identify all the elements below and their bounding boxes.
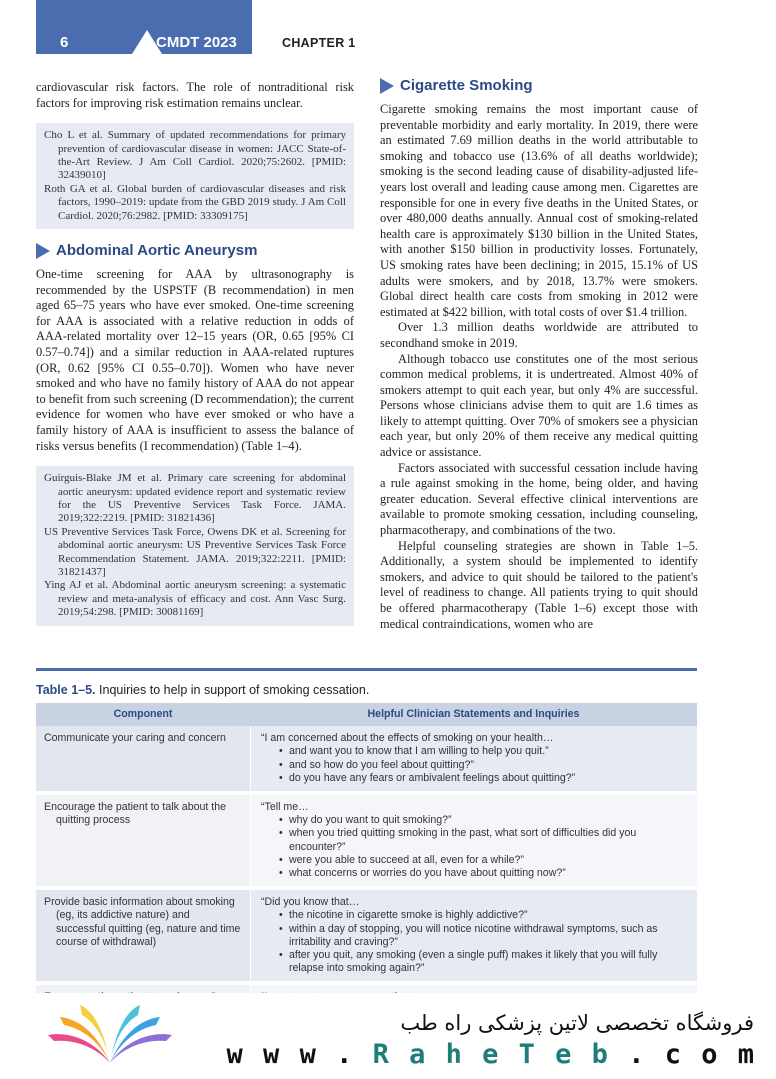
table-caption xyxy=(36,683,697,697)
reference-item: US Preventive Services Task Force, Owens DK et al. Screening for abdominal aortic aneurysm: US Preventive Services Task Force Recommendation Statement. JAMA. 2019;322:2211. [PMID: 31821437] xyxy=(44,525,346,578)
reference-item: Roth GA et al. Global burden of cardiovascular diseases and risk factors, 1990–2019: update from the GBD 2019 study. J Am Coll Cardiol. 2020;76:2982. [PMID: 33309175] xyxy=(44,182,346,222)
url-suffix: . c o m xyxy=(628,1039,756,1070)
table-caption-text: Inquiries to help in support of smoking cessation. xyxy=(99,683,370,697)
smoking-paragraph: Helpful counseling strategies are shown in Table 1–5. Additionally, a system should be implemented to identify smokers, and advice to quit should be tailored to the patient's level of readiness to change. All patients trying to quit should be offered pharmacotherapy (Table 1–6) except those with medical contraindications, women who are xyxy=(380,538,698,631)
reference-item: Ying AJ et al. Abdominal aortic aneurysm screening: a systematic review and meta-analysis of efficacy and cost. Ann Vasc Surg. 2019;54:298. [PMID: 30081169] xyxy=(44,579,346,619)
statement-bullet: • within a day of stopping, you will notice nicotine withdrawal symptoms, such as irritability and craving?” xyxy=(281,923,689,949)
intro-paragraph: cardiovascular risk factors. The role of nontraditional risk factors for improving risk estimation remains unclear. xyxy=(36,80,354,110)
store-name-persian: فروشگاه تخصصی لاتین پزشکی راه طب xyxy=(400,1011,754,1035)
section-heading-aaa xyxy=(36,243,354,259)
statement-lead: “I am concerned about the effects of smoking on your health… xyxy=(261,732,554,745)
table-row xyxy=(36,726,697,791)
smoking-paragraph: Cigarette smoking remains the most important cause of preventable morbidity and early mortality. In 2019, there were an estimated 7.69 million deaths in the world attributable to smoking and tobacco use (13.6% of all deaths worldwide); smoking is the second leading cause of disability-adjusted life-years lost overall and leading cause among men. Cigarettes are responsible for one in every five deaths in the United States, or over 480,000 deaths annually. Annual cost of smoking-related health care is approximately $130 billion in the United States, with another $150 billion in productivity losses. Fortunately, US smoking rates have been declining; in 2015, 15.1% of US adults were smokers, and by 2018, 13.7% were smokers. Global direct health care costs from smoking in 2012 were estimated at $422 billion, with total costs of over $1.4 trillion. xyxy=(380,102,698,319)
store-url xyxy=(227,1039,756,1070)
smoking-paragraph: Although tobacco use constitutes one of the most serious common medical problems, it is undertreated. Almost 40% of smokers attempt to quit each year, but only 4% are successful. Persons whose clinicians advise them to quit are 1.6 times as likely to attempt quitting. Over 70% of smokers see a physician each year, but only 20% of them receive any medical quitting advice or assistance. xyxy=(380,351,698,460)
footer-banner xyxy=(0,993,776,1079)
open-book-logo-icon xyxy=(40,1001,180,1071)
statement-bullet: • the nicotine in cigarette smoke is highly addictive?” xyxy=(281,909,689,922)
column-header-component: Component xyxy=(113,708,173,720)
left-column xyxy=(36,80,354,626)
aaa-paragraph: One-time screening for AAA by ultrasonography is recommended by the USPSTF (B recommendation) in men aged 65–75 years who have ever smoked. One-time screening for AAA is associated with a relative reduction in odds of AAA-related mortality over 12–15 years (OR, 0.65 [95% CI 0.57–0.74]) and a similar reduction in AAA-related ruptures (OR, 0.62 [95% CI 0.55–0.70]). Women who have never smoked and who have no family history of AAA do not appear to benefit from such screening (D recommendation); the current evidence for women who have ever smoked or who have a family history of AAA is insufficient to assess the balance of risks versus benefits (I recommendation) (Table 1–4). xyxy=(36,267,354,453)
smoking-paragraph: Over 1.3 million deaths worldwide are attributed to secondhand smoke in 2019. xyxy=(380,320,698,350)
table-row xyxy=(36,890,697,981)
component-cell: Encourage the patient to talk about the quitting process xyxy=(44,801,226,827)
statement-bullet: • do you have any fears or ambivalent feelings about quitting?” xyxy=(281,772,689,785)
url-brand: R a h e T e b xyxy=(372,1039,610,1070)
section-title: Cigarette Smoking xyxy=(400,77,533,95)
statement-bullet: • what concerns or worries do you have about quitting now?” xyxy=(281,867,689,880)
statement-bullet: • and want you to know that I am willing to help you quit.” xyxy=(281,745,689,758)
statement-lead: “Did you know that… xyxy=(261,896,360,909)
reference-item: Cho L et al. Summary of updated recommendations for primary prevention of cardiovascular disease in women: JACC State-of-the-Art Review. J Am Coll Cardiol. 2020;75:2602. [PMID: 32439010] xyxy=(44,129,346,182)
right-column xyxy=(380,77,698,632)
statement-bullet: • were you able to succeed at all, even for a while?” xyxy=(281,854,689,867)
chapter-label: CHAPTER 1 xyxy=(282,36,356,50)
reference-item: Guirguis-Blake JM et al. Primary care screening for abdominal aortic aneurysm: updated evidence report and systematic review for the US Preventive Services Task Force. JAMA. 2019;322:2219. [PMID: 31821436] xyxy=(44,472,346,525)
statement-bullet: • after you quit, any smoking (even a single puff) makes it likely that you will fully relapse into smoking again?” xyxy=(281,949,689,975)
reference-box-1 xyxy=(36,123,354,229)
column-header-statements: Helpful Clinician Statements and Inquiries xyxy=(367,708,580,720)
section-heading-smoking xyxy=(380,78,698,94)
statement-lead: “Tell me… xyxy=(261,801,309,814)
statement-bullet: • and so how do you feel about quitting?” xyxy=(281,759,689,772)
page-number: 6 xyxy=(60,34,69,51)
component-cell: Communicate your caring and concern xyxy=(44,732,226,745)
table-top-rule xyxy=(36,668,697,671)
section-arrow-icon xyxy=(380,78,394,94)
table-row xyxy=(36,795,697,886)
book-title: CMDT 2023 xyxy=(156,34,237,51)
table-label: Table 1–5. xyxy=(36,683,96,697)
table-header-row xyxy=(36,703,697,726)
section-title: Abdominal Aortic Aneurysm xyxy=(56,242,258,260)
section-arrow-icon xyxy=(36,243,50,259)
url-prefix: w w w . xyxy=(226,1039,355,1070)
table-body xyxy=(36,703,697,1024)
statement-bullet: • why do you want to quit smoking?” xyxy=(281,814,689,827)
component-cell: Provide basic information about smoking (eg, its addictive nature) and successful quitting (eg, nature and time course of withdrawal) xyxy=(44,896,241,948)
reference-box-2 xyxy=(36,466,354,625)
statement-bullet: • when you tried quitting smoking in the past, what sort of difficulties did you encounter?” xyxy=(281,827,689,853)
table-1-5 xyxy=(36,668,697,1024)
smoking-paragraph: Factors associated with successful cessation include having a rule against smoking in the home, being older, and having greater education. Several effective clinical interventions are available to promote smoking cessation, including counseling, pharmacotherapy, and combinations of the two. xyxy=(380,460,698,538)
